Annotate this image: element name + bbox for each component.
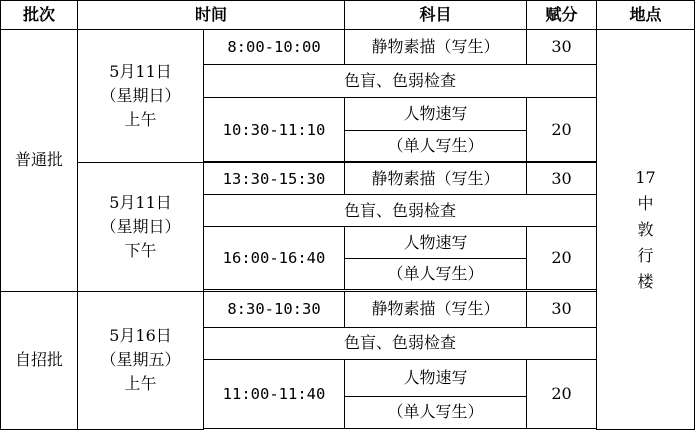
header-time: 时间 (78, 1, 345, 30)
session-weekday: （星期日） (100, 216, 181, 236)
slot-subject: 静物素描（写生） (345, 30, 527, 65)
slot-score: 20 (527, 98, 597, 162)
session-period: 下午 (124, 240, 157, 260)
batch-name-cell: 自招批 (1, 291, 78, 429)
slot-subject-note: （单人写生） (345, 131, 527, 162)
session-date-cell (78, 291, 204, 429)
header-score: 赋分 (527, 1, 597, 30)
slot-subject: 人物速写 (345, 359, 527, 396)
location-char: 17 (635, 167, 656, 187)
slot-time: 8:30-10:30 (204, 291, 345, 327)
header-batch: 批次 (1, 1, 78, 30)
session-weekday: （星期日） (100, 86, 181, 106)
location-char: 楼 (637, 271, 654, 291)
table-row (1, 30, 695, 65)
session-period: 上午 (124, 374, 157, 394)
slot-time: 10:30-11:10 (204, 98, 345, 162)
color-check-cell: 色盲、色弱检查 (204, 327, 597, 359)
session-weekday: （星期五） (100, 350, 181, 370)
slot-score: 30 (527, 163, 597, 195)
session-date: 5月11日 (109, 192, 172, 212)
table-row (1, 163, 695, 195)
color-check-cell: 色盲、色弱检查 (204, 65, 597, 98)
session-date-cell (78, 30, 204, 163)
slot-time: 11:00-11:40 (204, 359, 345, 428)
slot-subject: 静物素描（写生） (345, 291, 527, 327)
slot-subject-note: （单人写生） (345, 259, 527, 290)
slot-score: 30 (527, 30, 597, 65)
header-row (1, 1, 695, 30)
session-date: 5月16日 (109, 326, 172, 346)
batch-name-cell: 普通批 (1, 30, 78, 292)
slot-score: 20 (527, 227, 597, 290)
slot-time: 8:00-10:00 (204, 30, 345, 65)
slot-subject: 静物素描（写生） (345, 163, 527, 195)
color-check-cell: 色盲、色弱检查 (204, 195, 597, 227)
slot-time: 13:30-15:30 (204, 163, 345, 195)
table-row (1, 291, 695, 327)
location-char: 行 (637, 245, 654, 265)
session-date: 5月11日 (109, 62, 172, 82)
slot-time: 16:00-16:40 (204, 227, 345, 290)
location-char: 中 (637, 193, 654, 213)
slot-subject: 人物速写 (345, 98, 527, 131)
location-char: 敦 (637, 219, 654, 239)
slot-score: 30 (527, 291, 597, 327)
slot-subject: 人物速写 (345, 227, 527, 259)
header-location: 地点 (597, 1, 695, 30)
session-period: 上午 (124, 110, 157, 130)
slot-score: 20 (527, 359, 597, 428)
slot-subject-note: （单人写生） (345, 396, 527, 428)
location-cell (597, 30, 695, 430)
session-date-cell (78, 163, 204, 291)
header-subject: 科目 (345, 1, 527, 30)
